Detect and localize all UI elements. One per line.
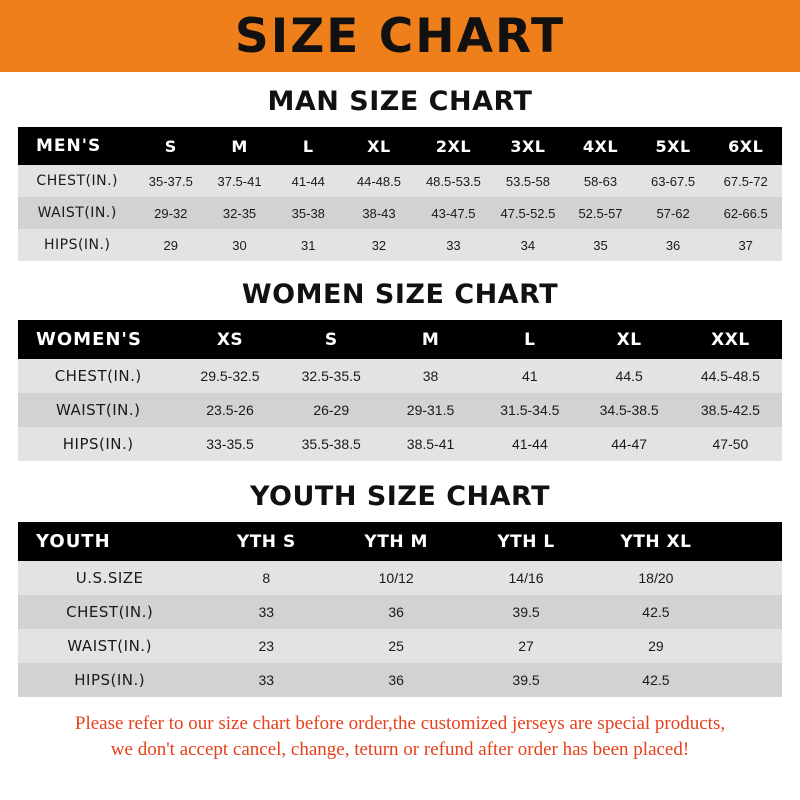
- man-section-title: MAN SIZE CHART: [267, 86, 533, 117]
- women-hips-xl: 44-47: [580, 427, 679, 461]
- youth-ussize-m: 10/12: [331, 561, 461, 595]
- content-area: [0, 86, 800, 762]
- women-header-xl: XL: [580, 320, 679, 359]
- women-chest-m: 38: [381, 359, 480, 393]
- women-row-waist-label: WAIST(IN.): [18, 393, 178, 427]
- man-header-xl: XL: [343, 127, 416, 165]
- man-hips-3xl: 34: [492, 229, 565, 261]
- man-header-2xl: 2XL: [415, 127, 491, 165]
- women-chest-xs: 29.5-32.5: [178, 359, 281, 393]
- man-hips-m: 30: [205, 229, 274, 261]
- man-chest-s: 35-37.5: [136, 165, 205, 197]
- man-waist-xl: 38-43: [343, 197, 416, 229]
- youth-header-m: YTH M: [331, 522, 461, 561]
- man-chest-l: 41-44: [274, 165, 343, 197]
- women-chest-s: 32.5-35.5: [282, 359, 381, 393]
- man-row-waist-label: WAIST(IN.): [18, 197, 136, 229]
- youth-ussize-xl: 18/20: [591, 561, 721, 595]
- youth-table-header-row: [18, 522, 782, 561]
- man-chest-2xl: 48.5-53.5: [415, 165, 491, 197]
- youth-header-l: YTH L: [461, 522, 591, 561]
- youth-header-xl: YTH XL: [591, 522, 721, 561]
- youth-header-spacer: [721, 522, 782, 561]
- man-chest-xl: 44-48.5: [343, 165, 416, 197]
- man-hips-l: 31: [274, 229, 343, 261]
- man-chest-5xl: 63-67.5: [637, 165, 710, 197]
- table-row: [18, 197, 782, 229]
- table-row: [18, 229, 782, 261]
- youth-waist-xl: 29: [591, 629, 721, 663]
- women-hips-m: 38.5-41: [381, 427, 480, 461]
- women-chest-xxl: 44.5-48.5: [679, 359, 782, 393]
- man-header-s: S: [136, 127, 205, 165]
- women-waist-m: 29-31.5: [381, 393, 480, 427]
- youth-ussize-spacer: [721, 561, 782, 595]
- women-waist-s: 26-29: [282, 393, 381, 427]
- women-header-s: S: [282, 320, 381, 359]
- youth-waist-l: 27: [461, 629, 591, 663]
- women-hips-xxl: 47-50: [679, 427, 782, 461]
- banner-accent-left: [0, 0, 14, 72]
- table-row: [18, 595, 782, 629]
- youth-chest-xl: 42.5: [591, 595, 721, 629]
- man-waist-4xl: 52.5-57: [564, 197, 637, 229]
- man-header-m: M: [205, 127, 274, 165]
- women-size-table: [18, 320, 782, 461]
- youth-waist-m: 25: [331, 629, 461, 663]
- man-hips-xl: 32: [343, 229, 416, 261]
- man-size-table: [18, 127, 782, 261]
- youth-waist-spacer: [721, 629, 782, 663]
- women-hips-xs: 33-35.5: [178, 427, 281, 461]
- man-hips-4xl: 35: [564, 229, 637, 261]
- women-header-xs: XS: [178, 320, 281, 359]
- women-row-hips-label: HIPS(IN.): [18, 427, 178, 461]
- youth-chest-s: 33: [201, 595, 331, 629]
- man-row-hips-label: HIPS(IN.): [18, 229, 136, 261]
- women-header-m: M: [381, 320, 480, 359]
- youth-hips-l: 39.5: [461, 663, 591, 697]
- man-hips-s: 29: [136, 229, 205, 261]
- table-row: [18, 427, 782, 461]
- youth-hips-m: 36: [331, 663, 461, 697]
- banner-accent-right: [786, 0, 800, 72]
- women-hips-s: 35.5-38.5: [282, 427, 381, 461]
- table-row: [18, 561, 782, 595]
- order-notice-line-2: we don't accept cancel, change, teturn or refund after order has been placed!: [110, 738, 690, 760]
- man-chest-4xl: 58-63: [564, 165, 637, 197]
- man-header-label: MEN'S: [18, 127, 136, 165]
- man-waist-s: 29-32: [136, 197, 205, 229]
- youth-row-chest-label: CHEST(IN.): [18, 595, 201, 629]
- man-header-6xl: 6XL: [709, 127, 782, 165]
- man-hips-5xl: 36: [637, 229, 710, 261]
- youth-header-label: YOUTH: [18, 522, 201, 561]
- youth-chest-spacer: [721, 595, 782, 629]
- man-waist-6xl: 62-66.5: [709, 197, 782, 229]
- youth-hips-spacer: [721, 663, 782, 697]
- man-chest-m: 37.5-41: [205, 165, 274, 197]
- women-row-chest-label: CHEST(IN.): [18, 359, 178, 393]
- man-header-4xl: 4XL: [564, 127, 637, 165]
- table-row: [18, 663, 782, 697]
- youth-hips-xl: 42.5: [591, 663, 721, 697]
- youth-ussize-s: 8: [201, 561, 331, 595]
- order-notice: [18, 711, 782, 762]
- youth-row-hips-label: HIPS(IN.): [18, 663, 201, 697]
- man-waist-3xl: 47.5-52.5: [492, 197, 565, 229]
- women-section-title: WOMEN SIZE CHART: [241, 279, 559, 310]
- women-header-xxl: XXL: [679, 320, 782, 359]
- youth-row-ussize-label: U.S.SIZE: [18, 561, 201, 595]
- man-waist-l: 35-38: [274, 197, 343, 229]
- women-table-header-row: [18, 320, 782, 359]
- youth-row-waist-label: WAIST(IN.): [18, 629, 201, 663]
- man-row-chest-label: CHEST(IN.): [18, 165, 136, 197]
- youth-chest-m: 36: [331, 595, 461, 629]
- women-waist-xs: 23.5-26: [178, 393, 281, 427]
- women-hips-l: 41-44: [480, 427, 579, 461]
- table-row: [18, 165, 782, 197]
- order-notice-line-1: Please refer to our size chart before order,the customized jerseys are special products,: [74, 713, 726, 734]
- youth-waist-s: 23: [201, 629, 331, 663]
- man-chest-6xl: 67.5-72: [709, 165, 782, 197]
- man-header-5xl: 5XL: [637, 127, 710, 165]
- table-row: [18, 393, 782, 427]
- man-table-header-row: [18, 127, 782, 165]
- women-header-label: WOMEN'S: [18, 320, 178, 359]
- man-header-3xl: 3XL: [492, 127, 565, 165]
- youth-chest-l: 39.5: [461, 595, 591, 629]
- youth-section-title: YOUTH SIZE CHART: [249, 481, 551, 512]
- page-title: SIZE CHART: [234, 8, 566, 64]
- man-chest-3xl: 53.5-58: [492, 165, 565, 197]
- women-waist-xl: 34.5-38.5: [580, 393, 679, 427]
- women-header-l: L: [480, 320, 579, 359]
- man-waist-5xl: 57-62: [637, 197, 710, 229]
- women-chest-l: 41: [480, 359, 579, 393]
- women-chest-xl: 44.5: [580, 359, 679, 393]
- women-waist-l: 31.5-34.5: [480, 393, 579, 427]
- table-row: [18, 359, 782, 393]
- youth-ussize-l: 14/16: [461, 561, 591, 595]
- man-hips-2xl: 33: [415, 229, 491, 261]
- man-waist-m: 32-35: [205, 197, 274, 229]
- header-banner: [0, 0, 800, 72]
- table-row: [18, 629, 782, 663]
- youth-hips-s: 33: [201, 663, 331, 697]
- youth-header-s: YTH S: [201, 522, 331, 561]
- man-hips-6xl: 37: [709, 229, 782, 261]
- man-header-l: L: [274, 127, 343, 165]
- women-waist-xxl: 38.5-42.5: [679, 393, 782, 427]
- youth-size-table: [18, 522, 782, 697]
- man-waist-2xl: 43-47.5: [415, 197, 491, 229]
